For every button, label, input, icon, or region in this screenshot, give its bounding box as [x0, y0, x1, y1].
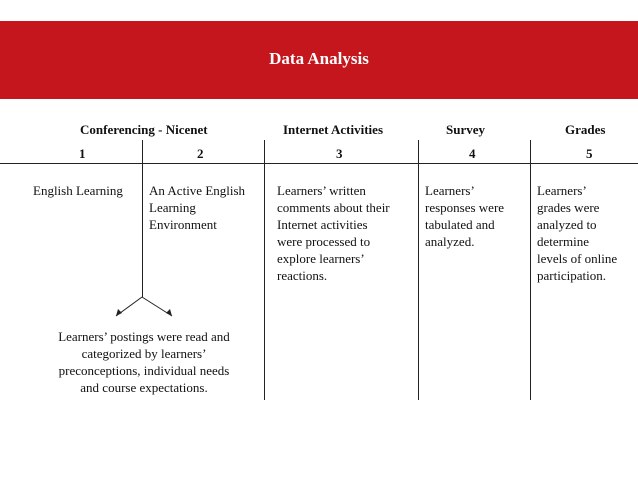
column-5-line: determine: [537, 234, 589, 249]
header-grades: Grades: [565, 122, 606, 137]
column-3-line: were processed to: [277, 234, 371, 249]
column-number-3: 3: [336, 146, 343, 161]
column-3-line: Learners’ written: [277, 183, 366, 198]
note-line: and course expectations.: [80, 380, 208, 395]
column-3-line: explore learners’: [277, 251, 365, 266]
note-line: categorized by learners’: [81, 346, 207, 361]
slide-title: Data Analysis: [269, 49, 369, 68]
column-number-5: 5: [586, 146, 593, 161]
header-conferencing-nicenet: Conferencing - Nicenet: [80, 122, 208, 137]
column-number-4: 4: [469, 146, 476, 161]
column-5-line: analyzed to: [537, 217, 597, 232]
column-5-line: levels of online: [537, 251, 618, 266]
header-survey: Survey: [446, 122, 485, 137]
left-arrowhead-icon: [116, 309, 122, 316]
column-3-line: Internet activities: [277, 217, 368, 232]
column-4-line: Learners’: [425, 183, 475, 198]
column-4-line: responses were: [425, 200, 505, 215]
column-number-1: 1: [79, 146, 86, 161]
column-2-line: Learning: [149, 200, 196, 215]
column-5-line: participation.: [537, 268, 606, 283]
column-4-line: tabulated and: [425, 217, 495, 232]
column-1-line: English Learning: [33, 183, 123, 198]
right-arrowhead-icon: [166, 309, 172, 316]
column-5-line: Learners’: [537, 183, 587, 198]
postings-analysis-note: [36, 328, 252, 396]
note-line: Learners’ postings were read and: [58, 329, 230, 344]
column-number-2: 2: [197, 146, 204, 161]
note-line: preconceptions, individual needs: [58, 363, 230, 378]
column-4-line: analyzed.: [425, 234, 475, 249]
column-3-line: comments about their: [277, 200, 390, 215]
header-internet-activities: Internet Activities: [283, 122, 384, 137]
column-5-line: grades were: [537, 200, 600, 215]
column-2-line: Environment: [149, 217, 217, 232]
column-3-line: reactions.: [277, 268, 328, 283]
column-2-line: An Active English: [149, 183, 246, 198]
